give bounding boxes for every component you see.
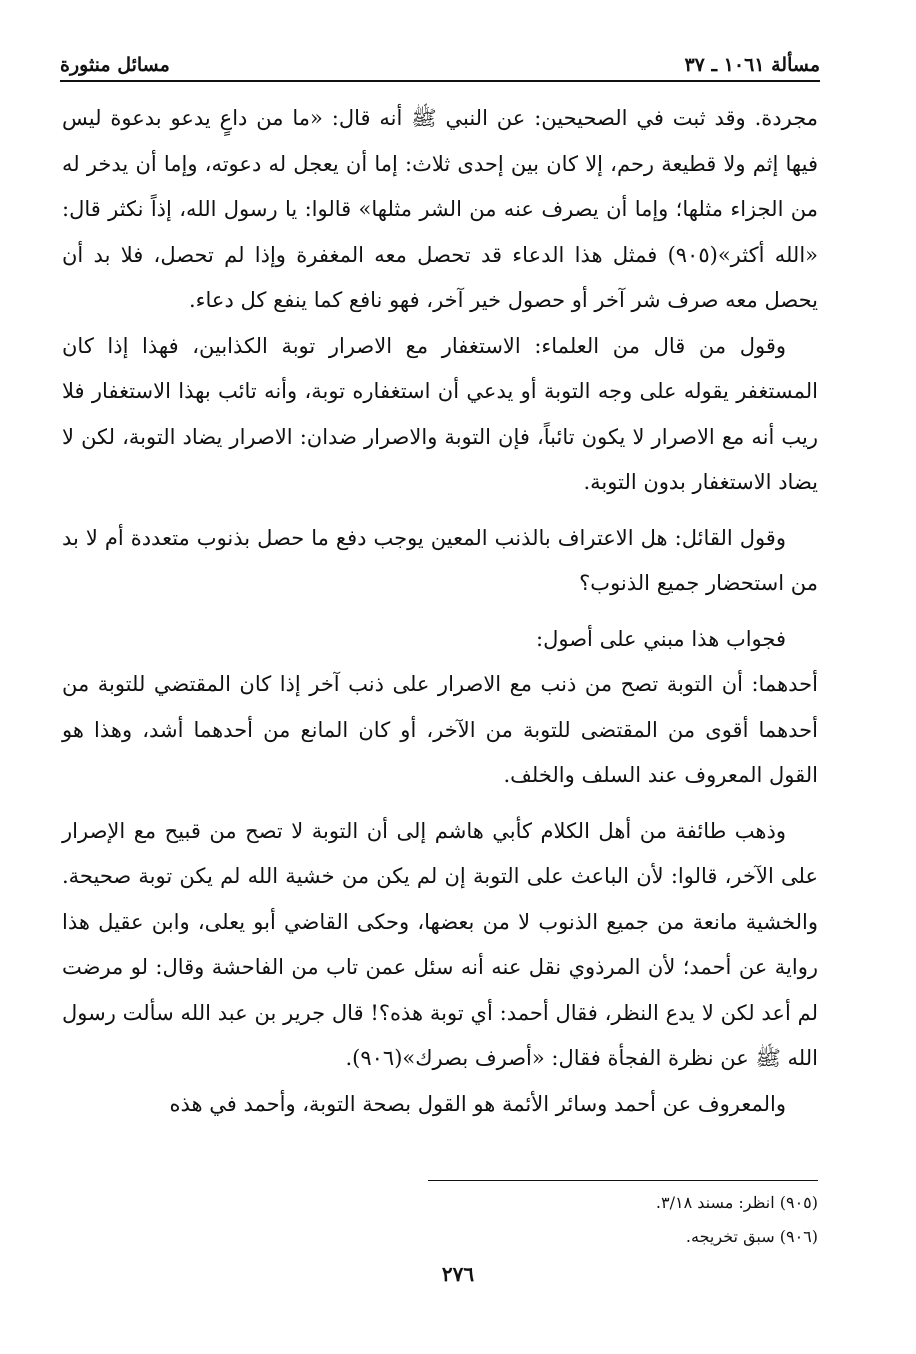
footnote-divider [428, 1180, 818, 1181]
running-header [60, 40, 820, 82]
footnotes [62, 1186, 818, 1254]
paragraph-5: أحدهما: أن التوبة تصح من ذنب مع الاصرار على ذنب آخر إذا كان المقتضي للتوبة من أحدهما أقوى من المقتضى للتوبة من الآخر، أو كان المانع من أحدهما أشد، وهذا هو القول المعروف عند السلف والخلف. [62, 672, 818, 787]
header-book-title: مسائل منثورة [60, 54, 170, 76]
paragraph-7: والمعروف عن أحمد وسائر الأئمة هو القول بصحة التوبة، وأحمد في هذه [169, 1091, 786, 1116]
paragraph-3: وقول القائل: هل الاعتراف بالذنب المعين يوجب دفع ما حصل بذنوب متعددة أم لا بد من استحضار جميع الذنوب؟ [62, 525, 818, 595]
header-issue-number: مسألة ١٠٦١ ـ ٣٧ [684, 54, 820, 76]
footnote-906: (٩٠٦) سبق تخريجه. [685, 1227, 818, 1246]
page-number: ٢٧٦ [441, 1262, 475, 1286]
paragraph-4: فجواب هذا مبني على أصول: [536, 626, 786, 651]
paragraph-6: وذهب طائفة من أهل الكلام كأبي هاشم إلى أن التوبة لا تصح من قبيح مع الإصرار على الآخر، قالوا: لأن الباعث على التوبة إن لم يكن من خشية الله لم يكن توبة صحيحة. والخشية مانعة من جميع الذنوب لا من بعضها، وحكى القاضي أبو يعلى، وابن عقيل هذا رواية عن أحمد؛ لأن المرذوي نقل عنه أنه سئل عمن تاب من الفاحشة وقال: لو مرضت لم أعد لكن لا يدع النظر، فقال أحمد: أي توبة هذه؟! قال جرير بن عبد الله سألت رسول الله ﷺ عن نظرة الفجأة فقال: «أصرف بصرك»(٩٠٦). [62, 818, 818, 1070]
main-text [62, 96, 818, 1127]
paragraph-2: وقول من قال من العلماء: الاستغفار مع الاصرار توبة الكذابين، فهذا إذا كان المستغفر يقوله على وجه التوبة أو يدعي أن استغفاره توبة، وأنه تائب بهذا الاستغفار فلا ريب أنه مع الاصرار لا يكون تائباً، فإن التوبة والاصرار ضدان: الاصرار يضاد التوبة، لكن لا يضاد الاستغفار بدون التوبة. [62, 333, 818, 494]
paragraph-1: مجردة. وقد ثبت في الصحيحين: عن النبي ﷺ أنه قال: «ما من داعٍ يدعو بدعوة ليس فيها إثم ولا قطيعة رحم، إلا كان بين إحدى ثلاث: إما أن يعجل له دعوته، وإما أن يدخر له من الجزاء مثلها؛ وإما أن يصرف عنه من الشر مثلها» قالوا: يا رسول الله، إذاً نكثر قال: «الله أكثر»(٩٠٥) فمثل هذا الدعاء قد تحصل معه المغفرة وإذا لم تحصل، فلا بد أن يحصل معه صرف شر آخر أو حصول خير آخر، فهو نافع كما ينفع كل دعاء. [62, 106, 818, 312]
footnote-905: (٩٠٥) انظر: مسند ٣/١٨. [655, 1193, 818, 1212]
